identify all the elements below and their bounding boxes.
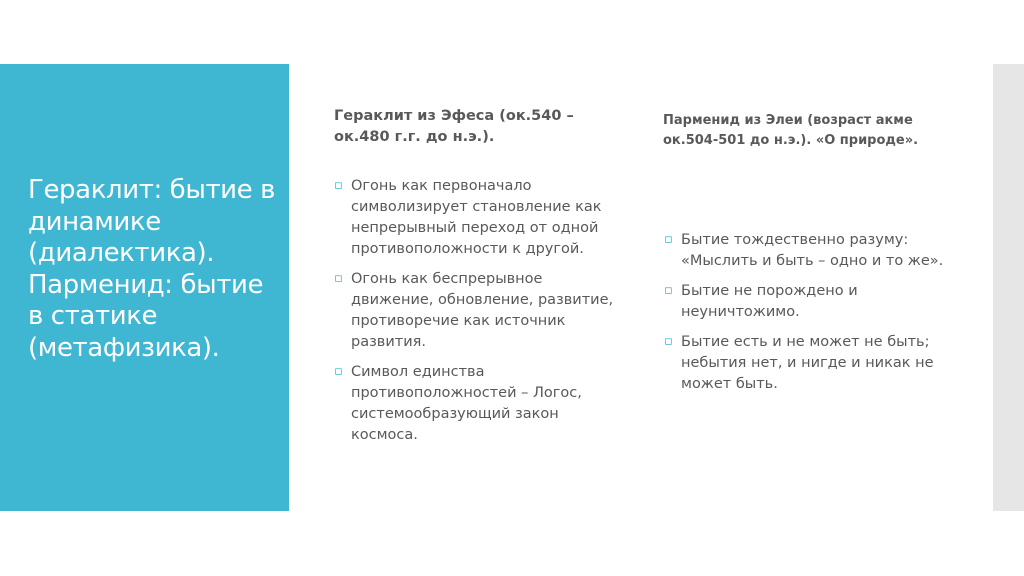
list-item bbox=[334, 176, 619, 260]
list-item bbox=[334, 269, 619, 353]
list-item bbox=[664, 281, 954, 323]
heraclitus-heading: Гераклит из Эфеса (ок.540 – ок.480 г.г. до н.э.). bbox=[334, 108, 574, 145]
bullet-text: Символ единства противоположностей – Логос, системообразующий закон космоса. bbox=[351, 364, 582, 443]
bullet-text: Огонь как беспрерывное движение, обновление, развитие, противоречие как источник развития. bbox=[351, 271, 614, 350]
parmenides-heading: Парменид из Элеи (возраст акме ок.504-501 до н.э.). «О природе». bbox=[663, 113, 919, 148]
bullet-text: Бытие есть и не может не быть; небытия нет, и нигде и никак не может быть. bbox=[681, 334, 934, 392]
bullet-point-icon: ▫ bbox=[664, 232, 673, 247]
list-item bbox=[664, 230, 954, 272]
bullet-point-icon: ▫ bbox=[334, 178, 343, 193]
list-item bbox=[334, 362, 619, 446]
bullet-text: Огонь как первоначало символизирует становление как непрерывный переход от одной противоположности к другой. bbox=[351, 178, 602, 257]
right-side-strip bbox=[993, 64, 1024, 511]
parmenides-bullet-list bbox=[664, 230, 954, 404]
slide-title: Гераклит: бытие в динамике (диалектика). Парменид: бытие в статике (метафизика). bbox=[28, 175, 276, 363]
bullet-text: Бытие не порождено и неуничтожимо. bbox=[681, 283, 858, 320]
bullet-point-icon: ▫ bbox=[334, 271, 343, 286]
bullet-point-icon: ▫ bbox=[334, 364, 343, 379]
list-item bbox=[664, 332, 954, 395]
bullet-point-icon: ▫ bbox=[664, 334, 673, 349]
bullet-text: Бытие тождественно разуму: «Мыслить и быть – одно и то же». bbox=[681, 232, 944, 269]
heraclitus-bullet-list bbox=[334, 176, 619, 455]
bullet-point-icon: ▫ bbox=[664, 283, 673, 298]
